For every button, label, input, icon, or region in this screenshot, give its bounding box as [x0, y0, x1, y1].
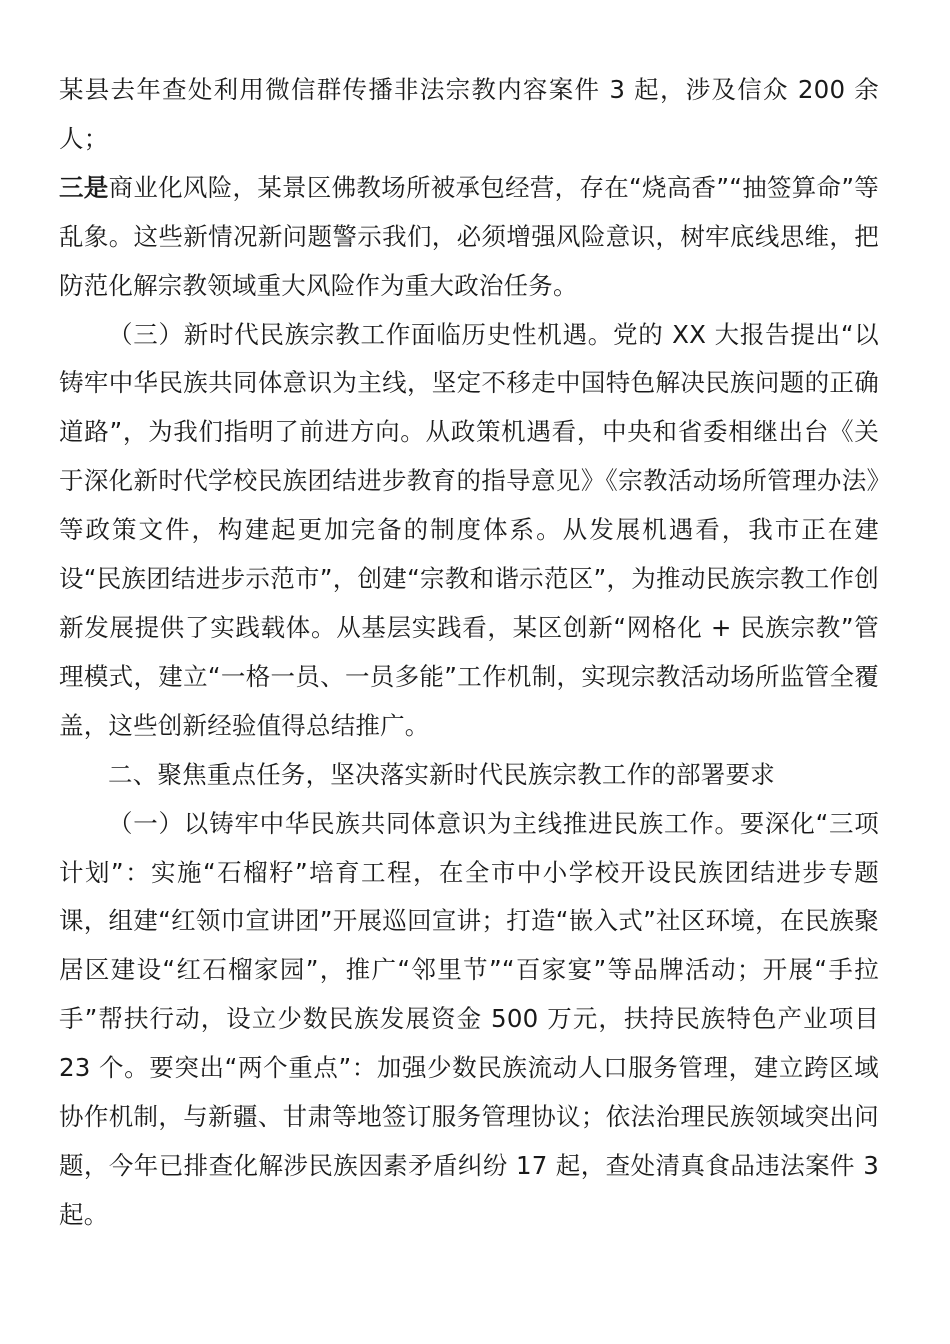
paragraph-text: （三）新时代民族宗教工作面临历史性机遇。党的 XX 大报告提出“以铸牢中华民族共同体意识为主线，坚定不移走中国特色解决民族问题的正确道路”，为我们指明了前进方向。从政策机遇看，中央和省委相继出台《关于深化新时代学校民族团结进步教育的指导意见》《宗教活动场所管理办法》等政策文件，构建起更加完备的制度体系。从发展机遇看，我市正在建设“民族团结进步示范市”，创建“宗教和谐示范区”，为推动民族宗教工作创新发展提供了实践载体。从基层实践看，某区创新“网格化 + 民族宗教”管理模式，建立“一格一员、一员多能”工作机制，实现宗教活动场所监管全覆盖，这些创新经验值得总结推广。 [59, 319, 879, 740]
paragraph-commercial-risk [59, 164, 879, 311]
paragraph-lead: 三是 [59, 172, 109, 202]
paragraph-historic-opportunity [59, 311, 879, 751]
paragraph-text: 商业化风险，某景区佛教场所被承包经营，存在“烧高香”“抽签算命”等乱象。这些新情况新问题警示我们，必须增强风险意识，树牢底线思维，把防范化解宗教领域重大风险作为重大政治任务。 [59, 172, 879, 300]
paragraph-text: 某县去年查处利用微信群传播非法宗教内容案件 3 起，涉及信众 200 余人； [59, 75, 879, 153]
paragraph-text: （一）以铸牢中华民族共同体意识为主线推进民族工作。要深化“三项计划”：实施“石榴籽”培育工程，在全市中小学校开设民族团结进步专题课，组建“红领巾宣讲团”开展巡回宣讲；打造“嵌入式”社区环境，在民族聚居区建设“红石榴家园”，推广“邻里节”“百家宴”等品牌活动；开展“手拉手”帮扶行动，设立少数民族发展资金 500 万元，扶持民族特色产业项目 23 个。要突出“两个重点”：加强少数民族流动人口服务管理，建立跨区域协作机制，与新疆、甘肃等地签订服务管理协议；依法治理民族领域突出问题，今年已排查化解涉民族因素矛盾纠纷 17 起，查处清真食品违法案件 3 起。 [59, 808, 879, 1229]
document-body [59, 66, 879, 1240]
paragraph-ethnic-work [59, 800, 879, 1240]
section-heading-text: 二、聚焦重点任务，坚决落实新时代民族宗教工作的部署要求 [108, 759, 775, 789]
paragraph-continuation [59, 66, 879, 164]
section-heading-two [59, 751, 879, 800]
